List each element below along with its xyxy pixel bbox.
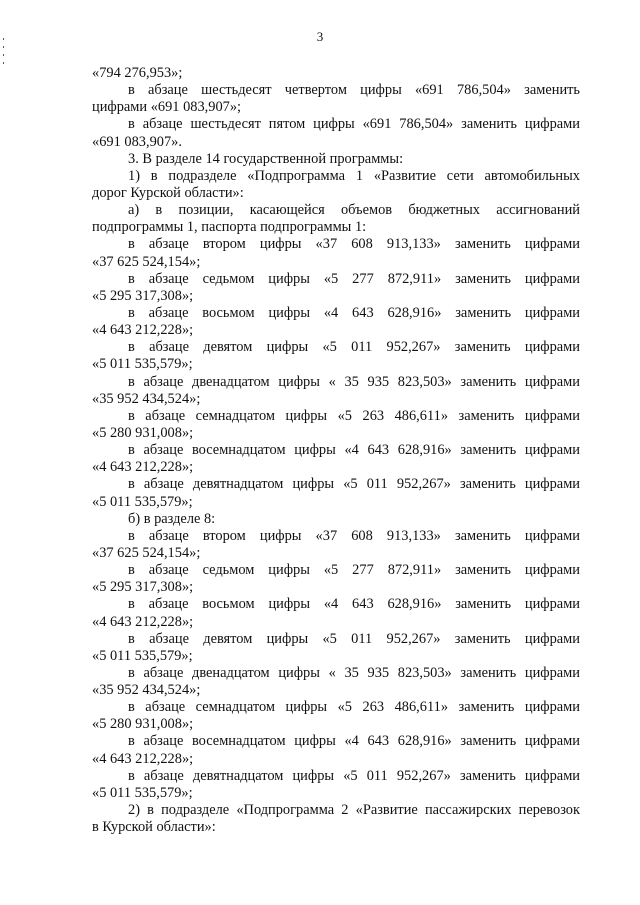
text-line: в абзаце седьмом цифры «5 277 872,911» заменить цифрами <box>128 270 580 287</box>
text-line: «4 643 212,228»; <box>92 322 194 339</box>
text-line: «5 295 317,308»; <box>92 287 194 304</box>
text-line: «5 011 535,579»; <box>92 647 193 664</box>
text-line: «37 625 524,154»; <box>92 253 201 270</box>
text-line: «5 295 317,308»; <box>92 579 194 596</box>
text-line: в абзаце девятом цифры «5 011 952,267» заменить цифрами <box>128 630 580 647</box>
text-line: в Курской области»: <box>92 819 216 836</box>
text-line: в абзаце девятнадцатом цифры «5 011 952,267» заменить цифрами <box>128 767 580 784</box>
text-line: в абзаце восьмом цифры «4 643 628,916» заменить цифрами <box>128 596 580 613</box>
text-line: в абзаце втором цифры «37 608 913,133» заменить цифрами <box>128 236 580 253</box>
text-line: в абзаце семнадцатом цифры «5 263 486,611» заменить цифрами <box>128 407 580 424</box>
text-line: 3. В разделе 14 государственной программы: <box>128 150 404 167</box>
text-line: «4 643 212,228»; <box>92 613 194 630</box>
text-line: «794 276,953»; <box>92 65 183 81</box>
page-number: 3 <box>316 29 324 44</box>
text-line: «4 643 212,228»; <box>92 459 194 476</box>
text-line: 2) в подразделе «Подпрограмма 2 «Развитие пассажирских перевозок <box>128 802 580 819</box>
text-line: «35 952 434,524»; <box>92 682 201 699</box>
text-line: подпрограммы 1, паспорта подпрограммы 1: <box>92 219 367 236</box>
text-line: в абзаце девятнадцатом цифры «5 011 952,267» заменить цифрами <box>128 476 580 493</box>
text-line: в абзаце двенадцатом цифры « 35 935 823,503» заменить цифрами <box>128 373 580 390</box>
text-line: «35 952 434,524»; <box>92 390 201 407</box>
text-line: в абзаце втором цифры «37 608 913,133» заменить цифрами <box>128 527 580 544</box>
text-line: «5 011 535,579»; <box>92 356 193 373</box>
text-line: «5 011 535,579»; <box>92 784 193 801</box>
text-line: «4 643 212,228»; <box>92 750 194 767</box>
text-line: дорог Курской области»: <box>92 184 244 201</box>
text-line: в абзаце шестьдесят пятом цифры «691 786,504» заменить цифрами <box>128 116 580 133</box>
document-body <box>92 65 580 836</box>
text-line: в абзаце двенадцатом цифры « 35 935 823,503» заменить цифрами <box>128 664 580 681</box>
text-line: цифрами «691 083,907»; <box>92 99 242 116</box>
text-line: в абзаце восемнадцатом цифры «4 643 628,916» заменить цифрами <box>128 442 580 459</box>
text-line: «5 011 535,579»; <box>92 493 193 510</box>
text-line: б) в разделе 8: <box>128 510 216 527</box>
text-line: 1) в подразделе «Подпрограмма 1 «Развитие сети автомобильных <box>128 167 580 184</box>
text-line: «5 280 931,008»; <box>92 424 194 441</box>
text-line: в абзаце шестьдесят четвертом цифры «691 786,504» заменить <box>128 82 580 99</box>
text-line: в абзаце восемнадцатом цифры «4 643 628,916» заменить цифрами <box>128 733 580 750</box>
text-line: в абзаце девятом цифры «5 011 952,267» заменить цифрами <box>128 339 580 356</box>
text-line: «691 083,907». <box>92 133 182 150</box>
text-line: «37 625 524,154»; <box>92 544 201 561</box>
text-line: в абзаце семнадцатом цифры «5 263 486,611» заменить цифрами <box>128 699 580 716</box>
text-line: в абзаце седьмом цифры «5 277 872,911» заменить цифрами <box>128 562 580 579</box>
text-line: «5 280 931,008»; <box>92 716 194 733</box>
text-line: в абзаце восьмом цифры «4 643 628,916» заменить цифрами <box>128 304 580 321</box>
text-line: а) в позиции, касающейся объемов бюджетных ассигнований <box>128 202 580 219</box>
